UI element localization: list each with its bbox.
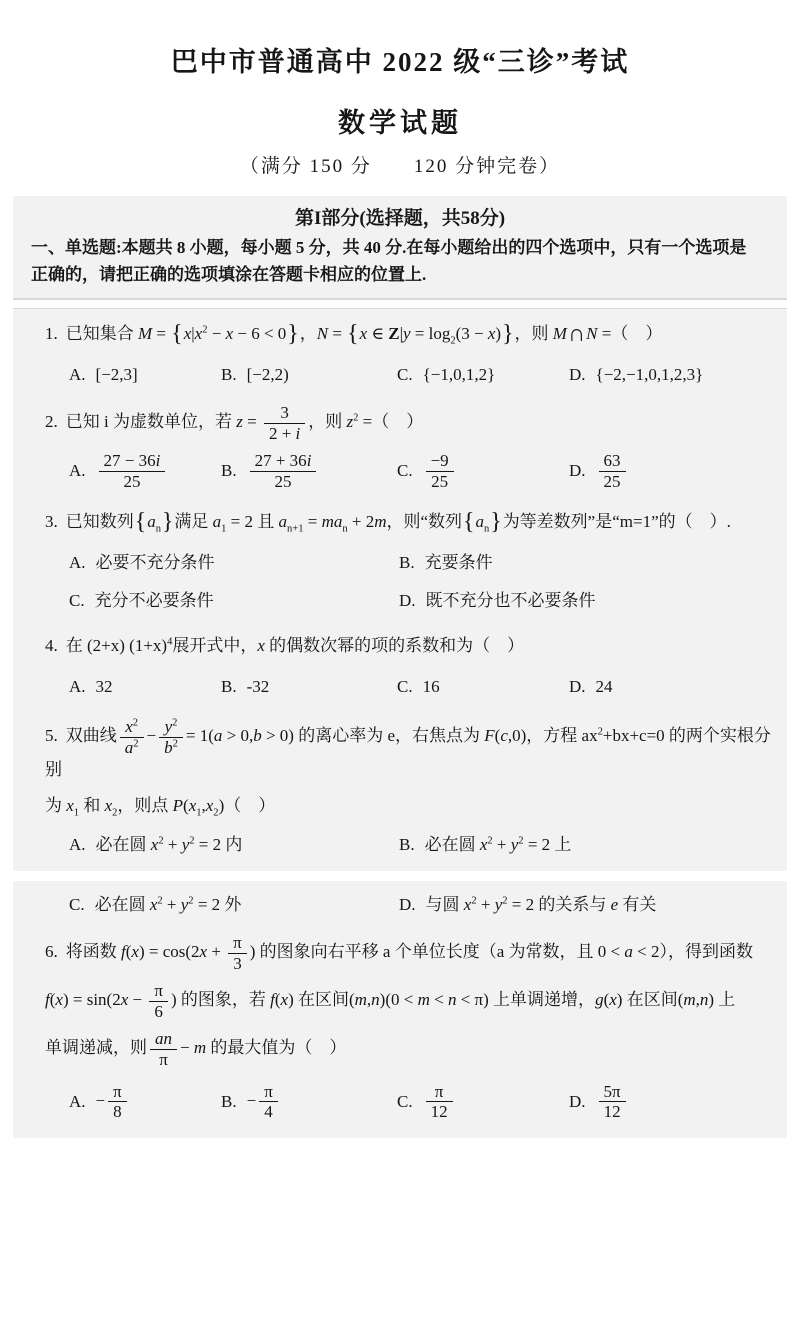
question-3-option-d [399,589,777,613]
option-value: $\frac{-9}{25}$ [423,451,457,491]
option-value: 充分不必要条件 [94,591,214,611]
question-1-option-d [569,363,777,387]
exam-subject-title: 数学试题 [338,108,462,138]
question-4-option-c [397,675,569,699]
question-5-math-line-2: 为 $x_1$ 和 $x_2$，则点 $P(x_1,x_2)$（ ） [45,796,276,819]
question-3-math: 已知数列$\{a_n\}$满足 $a_1 = 2$ 且 $a_{n+1} = ma_n + 2m$，则“数列$\{a_n\}$为等差数列”是“m=1”的（ ）. [65,509,731,536]
question-4-math: 在 (2+x) $(1+x)^4$展开式中，x 的偶数次幂的项的系数和为（ ） [65,636,525,656]
option-value: {−1,0,1,2} [422,365,496,384]
option-value: $\frac{63}{25}$ [596,451,629,491]
option-letter: C. [69,895,85,915]
option-letter: C. [397,677,413,697]
question-6-text-line-3 [13,1029,787,1069]
question-6-option-b [221,1082,397,1122]
question-6-math-line-3: 单调递减，则 $\frac{an}{\pi}$ − m 的最大值为（ ） [45,1029,347,1070]
option-letter: C. [69,591,85,611]
question-1-option-b [221,363,397,387]
question-2-option-c [397,451,569,491]
question-1-options [13,363,787,387]
option-letter: A. [69,461,86,481]
score-note: （满分 150 分 120 分钟完卷） [239,156,561,177]
option-value: − $\frac{\pi}{8}$ [96,1082,130,1122]
question-1-number: 1. [45,324,58,343]
question-1-option-c [397,363,569,387]
question-5-continued [13,893,787,917]
option-letter: D. [399,895,416,915]
option-letter: A. [69,553,86,573]
option-letter: B. [221,1091,237,1111]
question-2-option-d [569,451,777,491]
question-5-text-line-2 [13,793,787,819]
option-value: 必要不充分条件 [95,553,215,573]
question-6-text-line-1 [13,933,787,973]
question-3-option-b [399,551,777,575]
question-5-option-c [69,893,399,917]
question-3-options-row-2 [13,589,787,613]
question-3-option-c [69,589,399,613]
question-1-option-a [69,363,221,387]
option-letter: D. [569,365,586,384]
question-1-text [13,321,787,347]
question-3-options-row-1 [13,551,787,575]
option-letter: A. [69,835,86,855]
option-letter: A. [69,365,86,384]
question-2-options [13,451,787,491]
question-3 [13,509,787,613]
option-letter: D. [569,1091,586,1111]
instructions-line-2: 正确的，请把正确的选项填涂在答题卡相应的位置上. [31,265,427,284]
question-2 [13,403,787,491]
question-2-option-b [221,451,397,491]
question-3-number: 3. [45,512,58,532]
option-value: 既不充分也不必要条件 [425,591,596,611]
question-5-number: 5. [45,726,58,746]
option-value: [−2,3] [95,365,138,384]
option-letter: B. [221,365,237,384]
section-1-title: 第I部分(选择题，共58分) [294,208,506,229]
option-letter: B. [221,677,237,697]
exam-header [0,0,800,180]
option-letter: C. [397,461,413,481]
question-5 [13,717,787,857]
question-2-math: 已知 i 为虚数单位，若 z = $\frac{3}{2 + i}$ ，则 $z^2$ =（ ） [65,403,424,443]
question-3-option-a [69,551,399,575]
question-1 [13,321,787,387]
section-1-header-block [13,196,787,300]
question-4-options [13,675,787,699]
option-value: 必在圆 $x^2 + y^2 = 2$ 外 [94,895,242,915]
question-6-option-c [397,1082,569,1122]
question-5-option-b [399,833,777,857]
option-value: 与圆 $x^2 + y^2 = 2$ 的关系与 e 有关 [425,895,657,915]
option-letter: A. [69,677,86,697]
question-4-option-b [221,675,397,699]
question-4 [13,633,787,699]
question-6-options [13,1082,787,1122]
option-value: $\frac{\pi}{12}$ [423,1082,456,1122]
question-5-options-row-2 [13,893,787,917]
option-letter: D. [569,677,586,697]
instructions-line-1: 一、单选题:本题共 8 小题，每小题 5 分，共 40 分.在每小题给出的四个选项中，只有一个选项是 [31,238,747,257]
question-5-options-row-1 [13,833,787,857]
option-value: {−2,−1,0,1,2,3} [595,365,704,384]
question-2-option-a [69,451,221,491]
question-6-option-a [69,1082,221,1122]
option-value: $\frac{27 + 36i}{25}$ [247,451,320,491]
question-6-math-line-2: f(x) = sin(2x − $\frac{\pi}{6}$ ) 的图象，若 f(x) 在区间(m,n)(0 < m < n < π) 上单调递增，g(x) 在区间(m,n) 上 [45,981,736,1021]
option-letter: B. [221,461,237,481]
option-value: 必在圆 $x^2 + y^2 = 2$ 上 [424,835,572,855]
option-letter: C. [397,1091,413,1111]
questions-block-2 [13,881,787,1137]
option-value: − $\frac{\pi}{4}$ [247,1082,281,1122]
option-letter: A. [69,1091,86,1111]
option-value: 16 [422,677,440,697]
question-4-option-a [69,675,221,699]
question-5-math-line-1: 双曲线 $\frac{x^2}{a^2}$ − $\frac{y^2}{b^2}$ = 1(a > 0,b > 0) 的离心率为 e，右焦点为 F(c,0)，方程 $ax^2+bx+c=0$ 的两个实根分别 [45,717,771,780]
question-4-option-d [569,675,777,699]
question-1-math: 已知集合 $M = \{x|x^2 - x - 6 < 0\}$，N = {x ∈ $Z|y = \log_2(3 - x)$}，则 M∩N =（ ） [65,320,663,347]
option-letter: D. [399,591,416,611]
question-6-math-line-1: 将函数 f(x) = cos(2x + $\frac{\pi}{3}$ ) 的图象向右平移 a 个单位长度（a 为常数，且 0 < a < 2），得到函数 [65,933,753,973]
question-3-text [13,509,787,535]
option-value: 充要条件 [424,553,493,573]
question-5-text-line-1 [13,717,787,783]
question-6-text-line-2 [13,981,787,1021]
option-value: -32 [246,677,270,697]
option-value: 24 [595,677,613,697]
question-6 [13,933,787,1121]
question-2-text [13,403,787,443]
question-4-number: 4. [45,636,58,656]
option-value: $\frac{27 - 36i}{25}$ [96,451,169,491]
question-5-option-a [69,833,399,857]
option-letter: B. [399,553,415,573]
option-value: 必在圆 $x^2 + y^2 = 2$ 内 [95,835,243,855]
exam-title: 巴中市普通高中 2022 级“三诊”考试 [170,47,630,77]
questions-block-1 [13,308,787,871]
option-value: [−2,2) [246,365,289,384]
option-value: 32 [95,677,113,697]
option-value: $\frac{5\pi}{12}$ [596,1082,629,1122]
option-letter: D. [569,461,586,481]
option-letter: B. [399,835,415,855]
option-letter: C. [397,365,413,384]
question-4-text [13,633,787,659]
question-6-option-d [569,1082,777,1122]
question-6-number: 6. [45,942,58,962]
question-2-number: 2. [45,411,58,431]
question-5-option-d [399,893,777,917]
